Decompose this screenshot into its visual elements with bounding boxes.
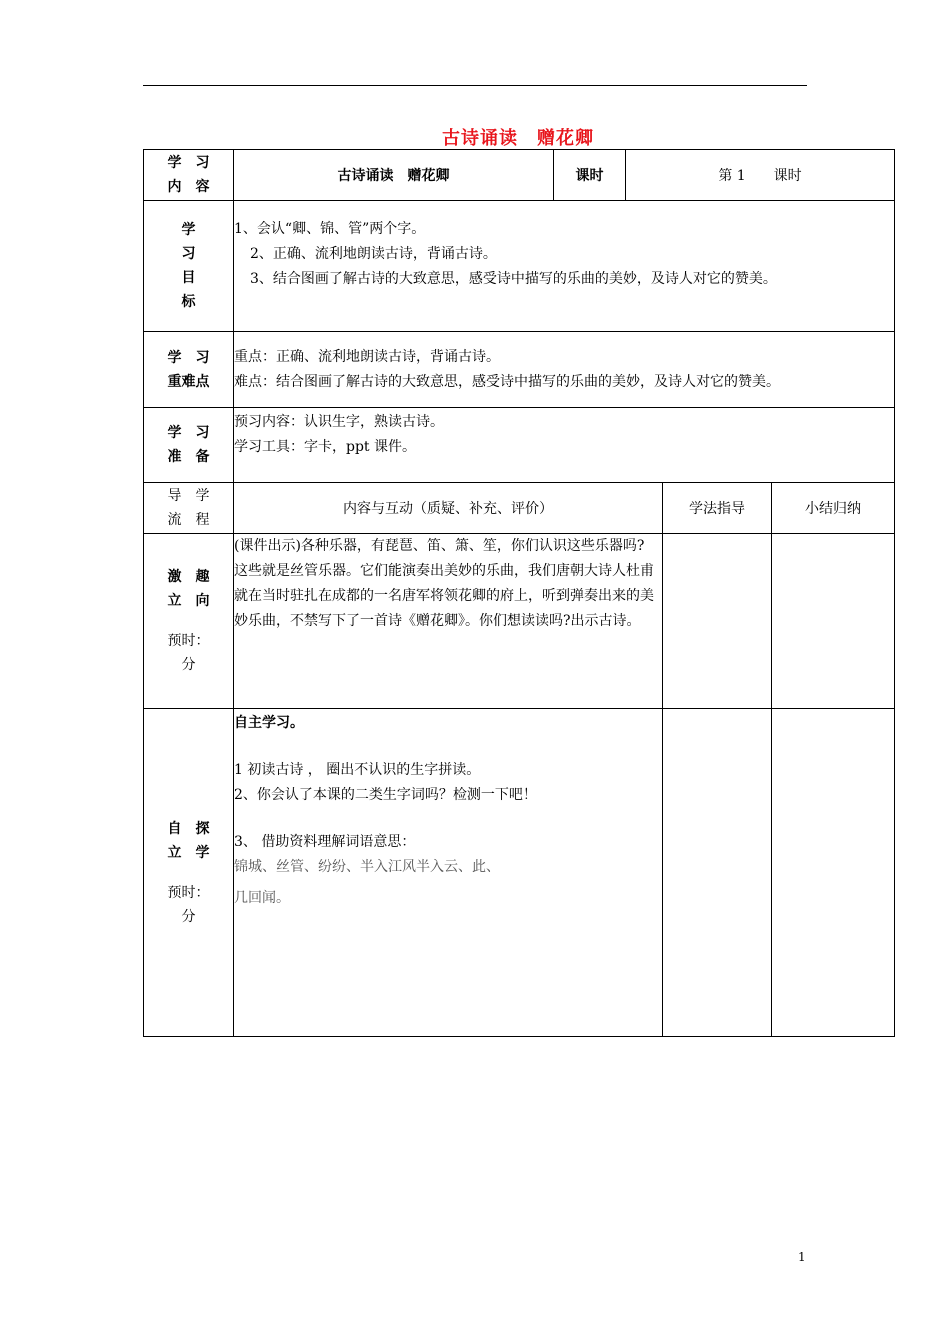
prep-item: 学习工具：字卡，ppt 课件。 [234, 439, 416, 455]
self-study-vocab: 几回闻。 [234, 890, 290, 906]
header-rule [143, 85, 807, 86]
goal-item: 3、结合图画了解古诗的大致意思，感受诗中描写的乐曲的美妙，及诗人对它的赞美。 [250, 271, 777, 287]
row-self-study [144, 709, 895, 1037]
intro-content [234, 534, 663, 709]
time-unit: 分 [181, 657, 196, 673]
period-value: 第 1 课时 [626, 150, 895, 201]
row-preparation [144, 408, 895, 483]
period-label: 课时 [554, 150, 626, 201]
key-point-item: 重点：正确、流利地朗读古诗，背诵古诗。 [234, 348, 500, 365]
label-intro: 激 趣 立 向 预时： 分 [144, 534, 234, 709]
goals-content [234, 201, 895, 332]
page-number: 1 [798, 1250, 806, 1264]
self-study-item: 2、你会认了本课的二类生字词吗？检测一下吧！ [234, 787, 537, 803]
label-flow: 导 学 流 程 [144, 483, 234, 534]
label-self-study: 自 探 立 学 预时： 分 [144, 709, 234, 1037]
intro-summary-cell [772, 534, 895, 709]
intro-paragraph: (课件出示)各种乐器，有琵琶、笛、箫、笙，你们认识这些乐器吗? [234, 538, 645, 554]
self-study-content [234, 709, 663, 1037]
self-study-item: 3、 借助资料理解词语意思： [234, 834, 416, 850]
self-study-vocab: 锦城、丝管、纷纷、半入江风半入云、此、 [234, 859, 500, 875]
goal-item: 2、正确、流利地朗读古诗，背诵古诗。 [250, 246, 497, 262]
lesson-topic: 古诗诵读 赠花卿 [234, 150, 554, 201]
row-intro [144, 534, 895, 709]
col-header-method: 学法指导 [663, 483, 772, 534]
col-header-summary: 小结归纳 [772, 483, 895, 534]
row-key-points [144, 332, 895, 408]
row-flow-header [144, 483, 895, 534]
time-label: 预时： [167, 633, 210, 649]
label-content: 学 习 内 容 [144, 150, 234, 201]
document-title: 古诗诵读 赠花卿 [442, 128, 594, 149]
time-unit: 分 [181, 908, 196, 925]
label-goals: 学 习 目 标 [144, 201, 234, 332]
row-goals [144, 201, 895, 332]
time-label: 预时： [167, 884, 210, 901]
intro-method-cell [663, 534, 772, 709]
prep-item: 预习内容：认识生字，熟读古诗。 [234, 414, 444, 430]
intro-paragraph: 这些就是丝管乐器。它们能演奏出美妙的乐曲，我们唐朝大诗人杜甫就在当时驻扎在成都的一名唐军将领花卿的府上，听到弹奏出来的美妙乐曲，不禁写下了一首诗《赠花卿》。你们想读读吗?出示古诗。 [234, 563, 654, 629]
key-points-content [234, 332, 895, 408]
row-content [144, 150, 895, 201]
self-study-heading: 自主学习。 [234, 715, 304, 731]
preparation-content [234, 408, 895, 483]
col-header-content: 内容与互动（质疑、补充、评价） [234, 483, 663, 534]
goal-item: 1、会认“卿、锦、管”两个字。 [234, 221, 426, 237]
self-study-method-cell [663, 709, 772, 1037]
key-point-item: 难点：结合图画了解古诗的大致意思，感受诗中描写的乐曲的美妙，及诗人对它的赞美。 [234, 373, 780, 390]
label-preparation: 学 习 准 备 [144, 408, 234, 483]
self-study-item: 1 初读古诗 ， 圈出不认识的生字拼读。 [234, 762, 481, 778]
label-key-points: 学 习 重难点 [144, 332, 234, 408]
self-study-summary-cell [772, 709, 895, 1037]
lesson-plan-table [143, 149, 895, 1037]
